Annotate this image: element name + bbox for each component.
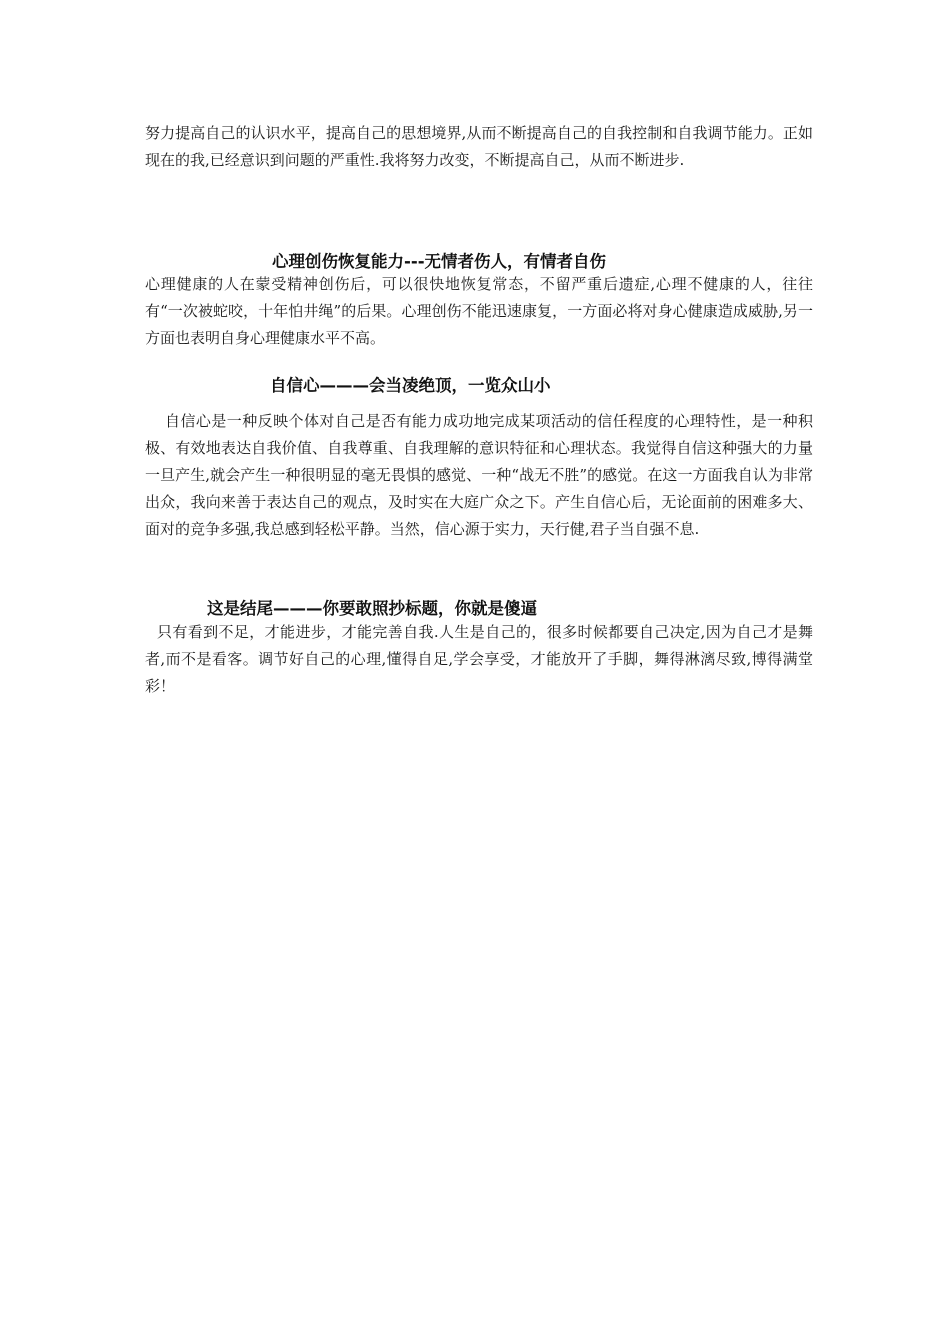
intro-paragraph: 努力提高自己的认识水平，提高自己的思想境界,从而不断提高自己的自我控制和自我调节能力。正如现在的我,已经意识到问题的严重性.我将努力改变，不断提高自己，从而不断进步. [145, 124, 813, 169]
trauma-heading: 心理创伤恢复能力---无情者伤人，有情者自伤 [272, 252, 607, 271]
ending-section [145, 619, 813, 700]
confidence-section [145, 408, 813, 543]
confidence-heading: 自信心———会当凌绝顶，一览众山小 [270, 376, 551, 395]
intro-section [145, 120, 813, 174]
ending-paragraph: 只有看到不足，才能进步，才能完善自我.人生是自己的，很多时候都要自己决定,因为自己才是舞者,而不是看客。调节好自己的心理,懂得自足,学会享受，才能放开了手脚，舞得淋漓尽致,博得满堂彩！ [145, 623, 813, 695]
trauma-paragraph: 心理健康的人在蒙受精神创伤后，可以很快地恢复常态，不留严重后遗症,心理不健康的人，往往有“一次被蛇咬，十年怕井绳”的后果。心理创伤不能迅速康复，一方面必将对身心健康造成威胁,另一方面也表明自身心理健康水平不高。 [145, 275, 813, 347]
trauma-section [145, 271, 813, 352]
confidence-paragraph: 自信心是一种反映个体对自己是否有能力成功地完成某项活动的信任程度的心理特性，是一种积极、有效地表达自我价值、自我尊重、自我理解的意识特征和心理状态。我觉得自信这种强大的力量一旦产生,就会产生一种很明显的毫无畏惧的感觉、一种“战无不胜”的感觉。在这一方面我自认为非常出众，我向来善于表达自己的观点，及时实在大庭广众之下。产生自信心后，无论面前的困难多大、面对的竞争多强,我总感到轻松平静。当然，信心源于实力，天行健,君子当自强不息. [145, 412, 813, 538]
ending-heading: 这是结尾———你要敢照抄标题，你就是傻逼 [207, 599, 537, 618]
